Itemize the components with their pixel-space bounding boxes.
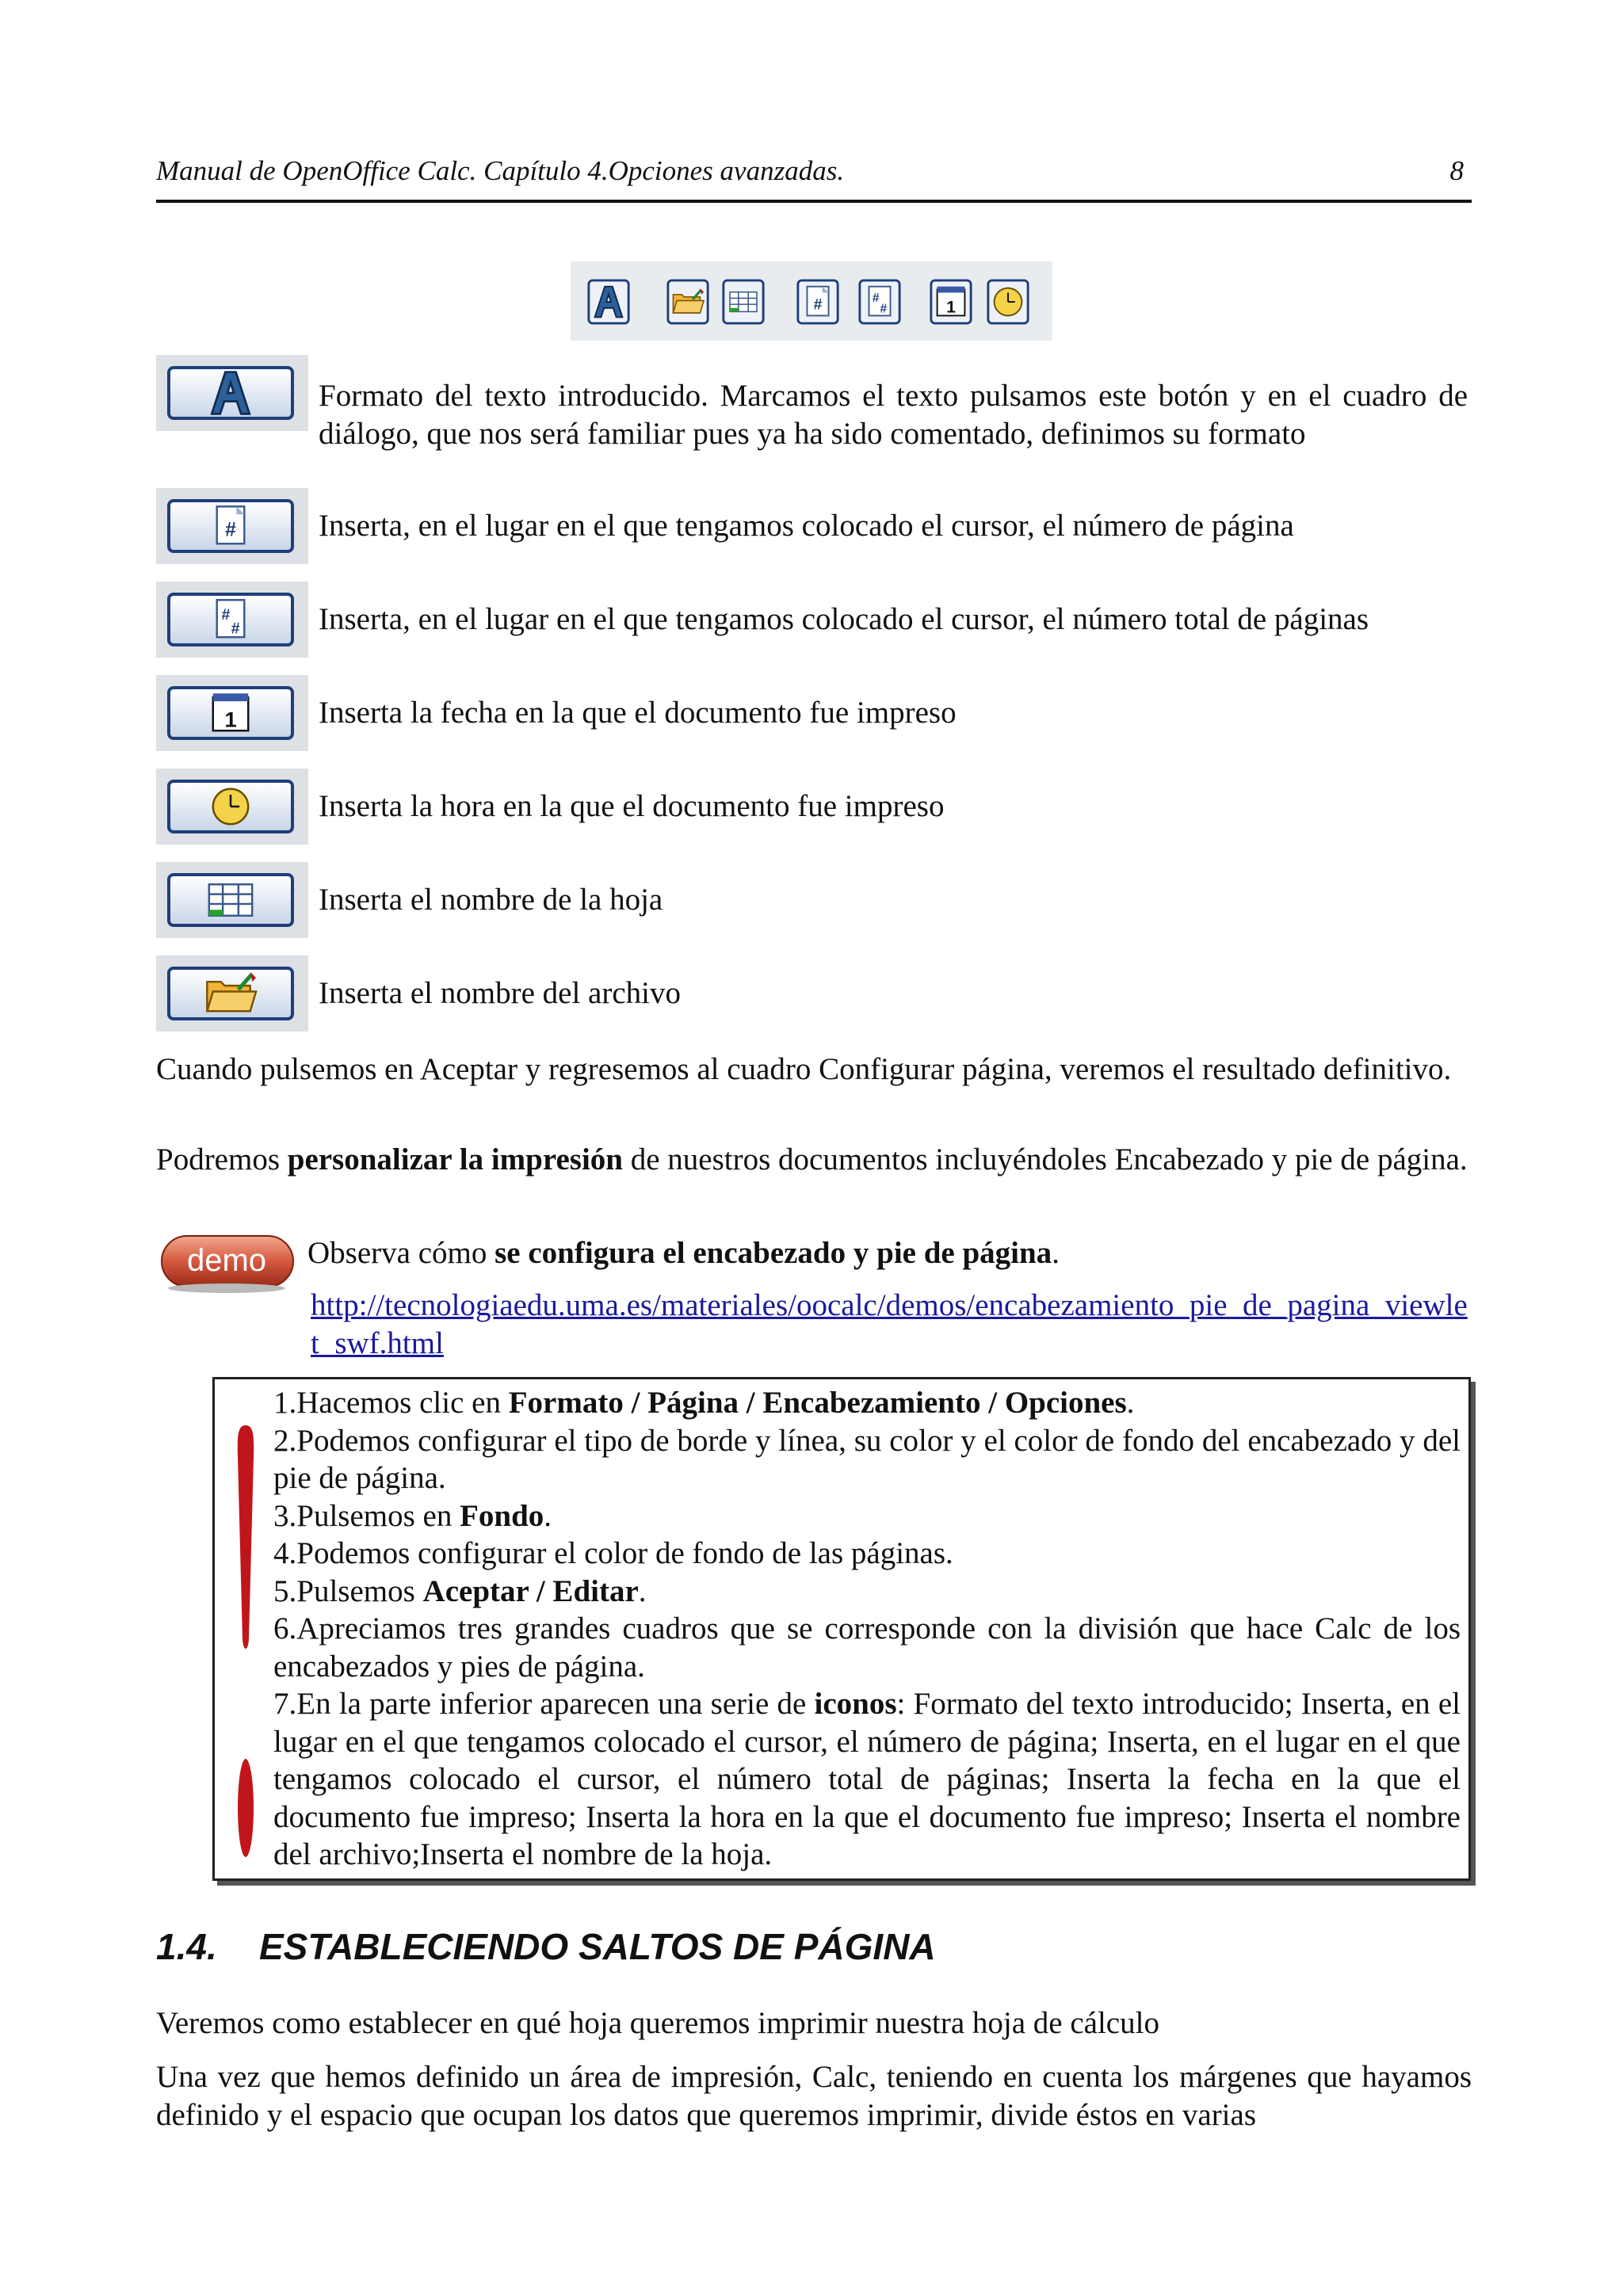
step-bold: Aceptar / Editar (422, 1573, 639, 1608)
sheet-name-icon (721, 279, 766, 325)
demo-text-bold: se configura el encabezado y pie de página (495, 1236, 1052, 1270)
exclamation-dot-icon (237, 1756, 254, 1859)
file-name-icon (167, 967, 294, 1020)
section-body-paragraph: Una vez que hemos definido un área de impresión, Calc, teniendo en cuenta los márgenes que hayamos definido y el espacio que ocupan los datos que queremos imprimir, divide éstos en varias (156, 2060, 1472, 2132)
customize-text-pre: Podremos (156, 1142, 288, 1177)
file-name-icon (666, 279, 710, 325)
step-bold: iconos (814, 1687, 897, 1721)
step-text-post: . (638, 1573, 647, 1608)
demo-badge-icon[interactable] (158, 1231, 300, 1295)
page-count-description: Inserta, en el lugar en el que tengamos colocado el cursor, el número total de páginas (319, 602, 1369, 636)
step-bold: Formato / Página / Encabezamiento / Opciones (508, 1386, 1127, 1420)
text-format-description: Formato del texto introducido. Marcamos el texto pulsamos este botón y en el cuadro de diálogo, que nos será familiar pues ya ha sido comentado, definimos su formato (319, 379, 1468, 451)
step-item (273, 1497, 1461, 1535)
time-icon (167, 780, 294, 833)
page-number-icon (796, 279, 840, 325)
step-item (273, 1573, 1461, 1611)
step-item (273, 1535, 1461, 1573)
step-text: 1.Hacemos clic en (273, 1386, 509, 1420)
step-item (273, 1685, 1461, 1874)
page-count-icon (857, 279, 902, 325)
step-item (273, 1384, 1461, 1422)
demo-link[interactable]: http://tecnologiaedu.uma.es/materiales/oocalc/demos/encabezamiento_pie_de_pagina_viewlet_swf.html (311, 1288, 1468, 1360)
date-icon (167, 686, 294, 740)
page-count-icon-box (156, 582, 308, 658)
date-icon (929, 279, 973, 325)
step-text-post: . (544, 1498, 552, 1533)
date-icon-box (156, 675, 308, 751)
step-text-post: : Formato del texto introducido; Inserta, en el lugar en el que tengamos colocado el cursor, el número de página; Inserta, en el lugar en el que tengamos colocado el cursor, el número total de páginas; Inserta la fecha en la que el documento fue impreso; Inserta la hora en la que el documento fue impreso; Inserta el nombre del archivo;Inserta el nombre de la hoja. (273, 1687, 1461, 1871)
demo-badge-label: demo (186, 1243, 267, 1278)
section-intro-paragraph: Veremos como establecer en qué hoja queremos imprimir nuestra hoja de cálculo (156, 2006, 1159, 2040)
step-item (273, 1610, 1461, 1685)
sheet-name-description: Inserta el nombre de la hoja (319, 883, 663, 917)
steps-box (212, 1377, 1471, 1881)
step-text: 7.En la parte inferior aparecen una serie de (273, 1687, 815, 1721)
step-text: 3.Pulsemos en (273, 1498, 460, 1533)
page-count-icon (167, 593, 294, 646)
customize-paragraph (156, 1141, 1472, 1179)
steps-list (273, 1384, 1461, 1874)
page-header (156, 155, 1472, 203)
page-number-icon-box (156, 488, 308, 564)
section-number: 1.4. (156, 1926, 217, 1967)
page-number-icon (167, 499, 294, 553)
step-text: 2.Podemos configurar el tipo de borde y línea, su color y el color de fondo del encabezado y del pie de página. (273, 1423, 1461, 1495)
demo-text-pre: Observa cómo (307, 1236, 495, 1270)
step-text: 6.Apreciamos tres grandes cuadros que se corresponde con la división que hace Calc de los encabezados y pies de página. (273, 1611, 1461, 1684)
text-format-icon (167, 366, 294, 420)
file-name-description: Inserta el nombre del archivo (319, 976, 681, 1010)
header-icons-toolbar (571, 261, 1052, 341)
step-item (273, 1422, 1461, 1497)
step-text-post: . (1126, 1386, 1135, 1420)
section-title: ESTABLECIENDO SALTOS DE PÁGINA (259, 1926, 936, 1967)
text-format-icon (586, 279, 631, 325)
customize-text-post: de nuestros documentos incluyéndoles Encabezado y pie de página. (622, 1142, 1468, 1177)
date-description: Inserta la fecha en la que el documento fue impreso (319, 696, 957, 730)
page-number-description: Inserta, en el lugar en el que tengamos colocado el cursor, el número de página (319, 509, 1294, 543)
step-bold: Fondo (460, 1498, 544, 1533)
result-paragraph: Cuando pulsemos en Aceptar y regresemos al cuadro Configurar página, veremos el resultado definitivo. (156, 1052, 1452, 1086)
demo-text-post: . (1052, 1236, 1060, 1270)
header-page-number: 8 (1449, 155, 1464, 186)
sheet-name-icon-box (156, 862, 308, 938)
file-name-icon-box (156, 955, 308, 1032)
demo-description (307, 1234, 1060, 1272)
text-format-icon-box (156, 355, 308, 431)
step-text: 5.Pulsemos (273, 1573, 423, 1608)
time-description: Inserta la hora en la que el documento fue impreso (319, 789, 945, 823)
customize-text-bold: personalizar la impresión (287, 1142, 623, 1177)
sheet-name-icon (167, 873, 294, 927)
exclamation-icon (237, 1425, 254, 1655)
section-heading (156, 1925, 936, 1968)
step-text: 4.Podemos configurar el color de fondo de las páginas. (273, 1536, 953, 1570)
time-icon-box (156, 769, 308, 845)
header-title: Manual de OpenOffice Calc. Capítulo 4.Opciones avanzadas. (156, 155, 845, 186)
time-icon (986, 279, 1030, 325)
